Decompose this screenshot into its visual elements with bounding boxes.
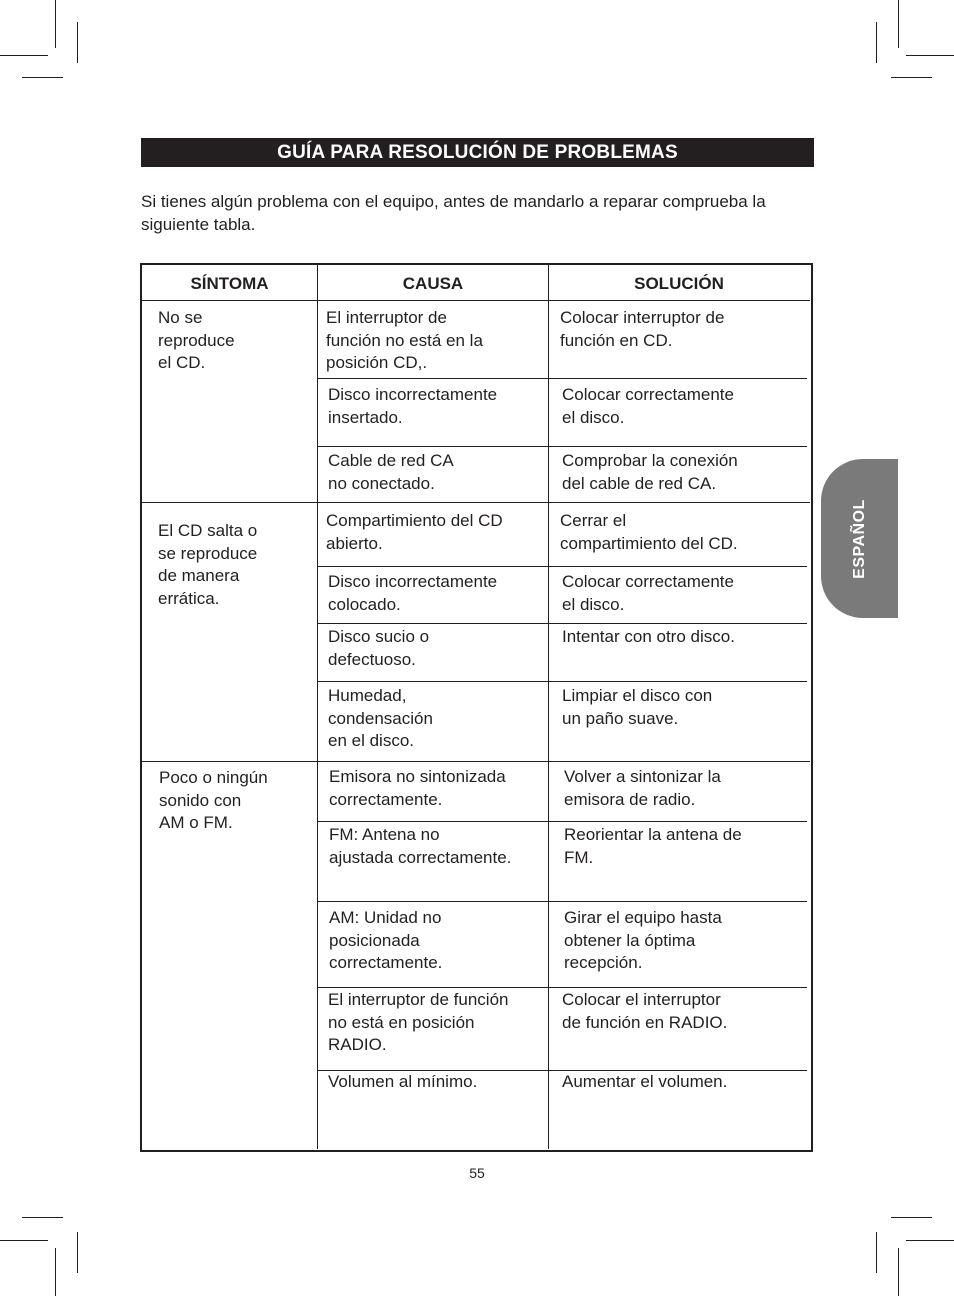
solution-cell: Limpiar el disco con un paño suave.: [562, 686, 713, 728]
solution-cell: Colocar el interruptor de función en RADIO.: [562, 990, 728, 1032]
cause-cell: El interruptor de función no está en posición RADIO.: [328, 990, 509, 1054]
column-divider: [317, 264, 318, 1149]
row-divider: [318, 378, 807, 379]
cause-cell: AM: Unidad no posicionada correctamente.: [329, 908, 443, 972]
crop-mark: [77, 22, 78, 63]
crop-mark: [55, 0, 56, 48]
solution-cell: Cerrar el compartimiento del CD.: [560, 511, 738, 553]
crop-mark: [898, 1248, 899, 1296]
solution-cell: Reorientar la antena de FM.: [564, 825, 742, 867]
header-cause: CAUSA: [402, 274, 464, 293]
cause-cell: El interruptor de función no está en la posición CD,.: [326, 308, 483, 372]
language-tab-label: ESPAÑOL: [850, 498, 868, 579]
crop-mark: [0, 55, 48, 56]
crop-mark: [891, 1217, 932, 1218]
header-solution: SOLUCIÓN: [634, 274, 724, 293]
solution-cell: Volver a sintonizar la emisora de radio.: [564, 767, 721, 809]
row-divider: [318, 446, 807, 447]
crop-mark: [906, 1240, 954, 1241]
language-tab: [821, 459, 898, 618]
crop-mark: [876, 1232, 877, 1273]
page-number: 55: [469, 1165, 485, 1181]
cause-cell: Disco incorrectamente colocado.: [328, 572, 498, 614]
cause-cell: Humedad, condensación en el disco.: [328, 686, 433, 750]
row-divider: [318, 681, 807, 682]
row-divider: [318, 566, 807, 567]
symptom-cell: Poco o ningún sonido con AM o FM.: [159, 768, 268, 832]
symptom-cell: El CD salta o se reproduce de manera errática.: [158, 521, 258, 608]
crop-mark: [0, 1240, 48, 1241]
cause-cell: Cable de red CA no conectado.: [328, 451, 454, 493]
header-divider: [141, 300, 810, 301]
intro-text: Si tienes algún problema con el equipo, antes de mandarlo a reparar comprueba la siguiente tabla.: [141, 192, 766, 234]
column-divider: [548, 264, 549, 1149]
crop-mark: [22, 77, 63, 78]
crop-mark: [77, 1232, 78, 1273]
crop-mark: [22, 1217, 63, 1218]
header-symptom: SÍNTOMA: [190, 274, 269, 293]
cause-cell: Compartimiento del CD abierto.: [326, 511, 503, 553]
crop-mark: [906, 55, 954, 56]
crop-mark: [891, 77, 932, 78]
cause-cell: Disco sucio o defectuoso.: [328, 627, 430, 669]
cause-cell: Emisora no sintonizada correctamente.: [329, 767, 506, 809]
solution-cell: Colocar correctamente el disco.: [562, 385, 734, 427]
crop-mark: [898, 0, 899, 48]
row-divider: [318, 901, 807, 902]
cause-cell: FM: Antena no ajustada correctamente.: [329, 825, 512, 867]
row-divider: [318, 821, 807, 822]
cause-cell: Disco incorrectamente insertado.: [328, 385, 498, 427]
solution-cell: Comprobar la conexión del cable de red CA.: [562, 451, 738, 493]
crop-mark: [876, 22, 877, 63]
solution-cell: Aumentar el volumen.: [562, 1072, 728, 1091]
page-title: GUÍA PARA RESOLUCIÓN DE PROBLEMAS: [141, 138, 814, 167]
cause-cell: Volumen al mínimo.: [328, 1072, 478, 1091]
symptom-cell: No se reproduce el CD.: [158, 308, 235, 372]
solution-cell: Colocar interruptor de función en CD.: [560, 308, 725, 350]
solution-cell: Girar el equipo hasta obtener la óptima recepción.: [564, 908, 722, 972]
crop-mark: [55, 1248, 56, 1296]
row-divider: [318, 987, 807, 988]
group-divider: [141, 761, 810, 762]
solution-cell: Intentar con otro disco.: [562, 627, 735, 646]
group-divider: [141, 502, 810, 503]
solution-cell: Colocar correctamente el disco.: [562, 572, 734, 614]
row-divider: [318, 623, 807, 624]
